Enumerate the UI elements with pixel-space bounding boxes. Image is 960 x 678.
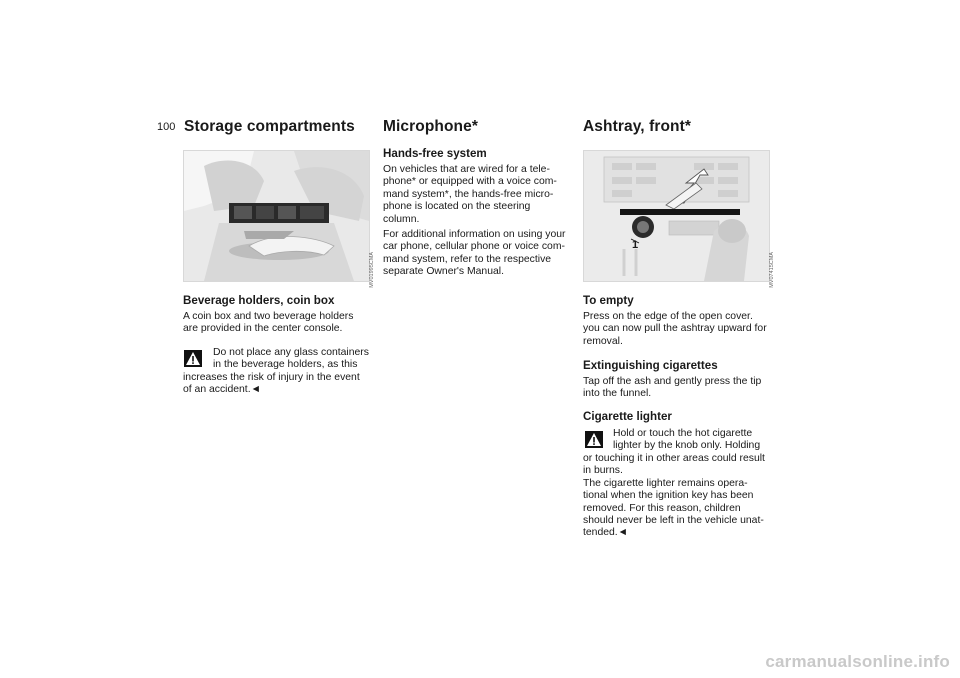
figure-ashtray bbox=[583, 150, 770, 282]
figure-callout-label: 1 bbox=[632, 239, 639, 251]
lighter-warning-rest: or touching it in other areas could result in burns. The cigarette lighter remains opera- tional when the ignition key has been removed. For this reason, children should never be left in the vehicle unat- tended.◄ bbox=[583, 453, 765, 539]
hands-free-body-1: On vehicles that are wired for a tele- phone* or equipped with a voice com- mand system*, the hands-free micro- phone is located on the steering column. bbox=[383, 164, 557, 225]
section-title-storage: Storage compartments bbox=[184, 118, 355, 135]
subsection-title-hands-free: Hands-free system bbox=[383, 147, 487, 160]
to-empty-body: Press on the edge of the open cover. you can now pull the ashtray upward for removal. bbox=[583, 311, 767, 347]
warning-text-rest: increases the risk of injury in the event of an accident.◄ bbox=[183, 372, 360, 396]
subsection-title-beverage: Beverage holders, coin box bbox=[183, 294, 335, 307]
subsection-title-to-empty: To empty bbox=[583, 294, 634, 307]
warning-triangle-icon bbox=[585, 431, 603, 453]
lighter-warning-first: Hold or touch the hot cigarette lighter by the knob only. Holding bbox=[613, 428, 761, 452]
subsection-title-cigarette-lighter: Cigarette lighter bbox=[583, 410, 672, 423]
subsection-title-extinguishing: Extinguishing cigarettes bbox=[583, 359, 718, 372]
figure-code: MV07415CMA bbox=[769, 252, 775, 288]
warning-triangle-icon bbox=[184, 350, 202, 372]
section-title-ashtray: Ashtray, front* bbox=[583, 118, 692, 135]
watermark: carmanualsonline.info bbox=[765, 652, 950, 671]
beverage-body: A coin box and two beverage holders are provided in the center console. bbox=[183, 311, 354, 335]
page-number: 100 bbox=[157, 121, 176, 133]
hands-free-body-2: For additional information on using your car phone, cellular phone or voice com- mand system, refer to the respective separate Owner's Manual. bbox=[383, 229, 566, 278]
warning-text-first: Do not place any glass containers in the beverage holders, as this bbox=[213, 347, 369, 371]
section-title-microphone: Microphone* bbox=[383, 118, 478, 135]
figure-center-console bbox=[183, 150, 370, 282]
figure-code: MV01995CMA bbox=[369, 252, 375, 288]
extinguishing-body: Tap off the ash and gently press the tip into the funnel. bbox=[583, 376, 762, 400]
